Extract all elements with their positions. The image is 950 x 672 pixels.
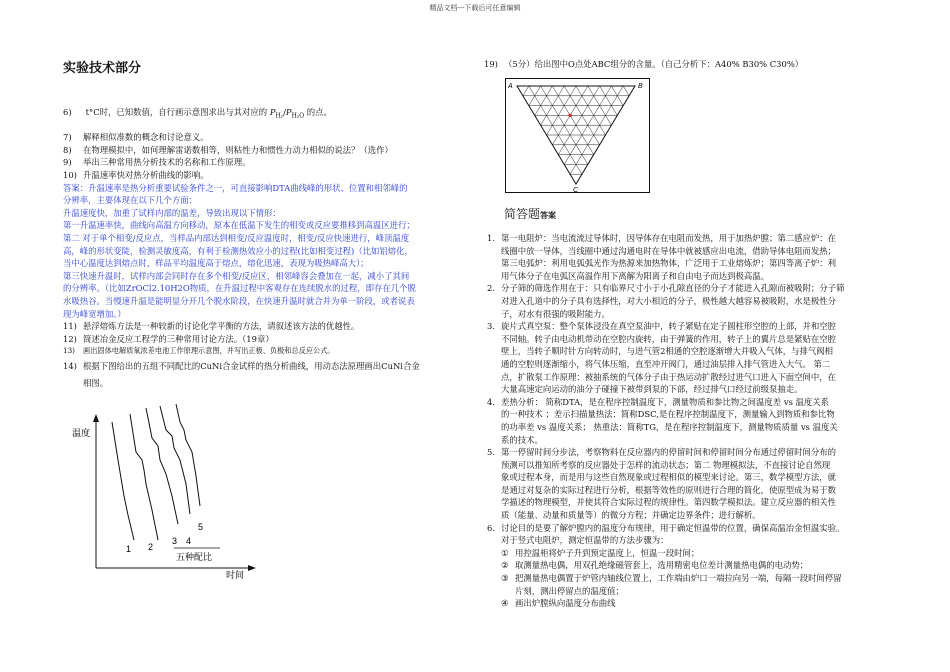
answer-line: 分子筛的筛选作用在于：只有临界尺寸小于小孔隙直径的分子才能进入孔隙而被吸附；分子筛 (501, 283, 845, 294)
question-8 (63, 144, 473, 157)
question-text: 画出固体电解质氧浓差电池工作原理示意图，并写出正极、负极和总反应公式。 (83, 346, 335, 356)
answer-line: 预测可以推知所考察的反应器处于怎样的流动状态；第二 物理模拟法，不直接讨论自然现 (501, 459, 831, 470)
answer-line: 第一升温速率快，曲线向高温方向移动，原本在低温下发生的相变或反应要推移到高温区进行； (63, 220, 415, 231)
answer-line: 点，扩散泵工作原理：被抽系统的气体分子由于热运动扩散经过进气口进入下面空间中，在 (501, 371, 836, 382)
answer-line: 第二 对于单个相变/反应点，当样品内部达到相变/反应温度时，相变/反应快速进行，峰顶温度 (63, 233, 410, 244)
formula-p-h2o (285, 107, 305, 120)
answer-line: 对于竖式电阻炉，测定恒温带的方法步骤为： (501, 535, 669, 546)
answer-line: 升温速度快，加重了试样内部的温差，导致出现以下情形： (63, 207, 281, 218)
formula-p-h2 (269, 107, 284, 120)
answer-text (501, 232, 897, 282)
question-number: 6) (63, 107, 72, 117)
answer-line: 当中心温度达到熔点时，样品平均温度高于熔点，熔化迅速，表现为吸热峰高大）； (63, 258, 369, 269)
ternary-diagram (505, 78, 650, 193)
answer-line: 的分辨率。（比如ZrOCl2.10H2O物质，在升温过程中客观存在连续脱水的过程，即存在几个脱 (63, 283, 416, 294)
y-axis-label: 温度 (72, 428, 91, 438)
answer-line: 壁上，当转子顺时针方向转动时，与进气管2相通的空腔逐渐增大并吸入气体，与排气阀相 (501, 346, 833, 357)
answer-text (501, 522, 897, 547)
curve-label-4: 4 (186, 536, 192, 546)
step-text (515, 572, 842, 597)
answer-line: 讨论目的是要了解炉膛内的温度分布规律，用于确定恒温带的位置，确保高温冶金恒温实验。 (501, 522, 845, 533)
answer-item (487, 320, 897, 396)
step-text (515, 559, 808, 572)
left-column (63, 106, 473, 389)
question-text: 在物理模拟中，如何理解雷诺数相等，则粘性力和惯性力动力相似的说法？（选作） (83, 144, 393, 155)
step-number: ③ (501, 573, 509, 584)
answer-line: 系的技术。 (501, 434, 543, 445)
x-axis-arrow (248, 565, 256, 571)
step-number: ② (501, 560, 509, 571)
formula-subscript: H₂O (291, 112, 305, 120)
step-line: 取测量热电偶，用双孔绝缘磁管套上，选用精密电位差计测量热电偶的电动势； (515, 560, 809, 571)
curve-label-3: 3 (172, 536, 178, 546)
question-14-cont: 相图。 (83, 377, 109, 388)
formula-symbol: P (269, 107, 276, 117)
answer-line: 质（能量、动量和质量等）的微分方程；并确定边界条件；进行解析。 (501, 510, 761, 521)
answer-line: 分辨率，主要体现在以下几个方面： (63, 195, 197, 206)
answer-line: 现为峰宽增加。） (63, 308, 126, 319)
step-line: 用控温柜将炉子升到预定温度上，恒温一段时间； (515, 547, 700, 558)
curve-4 (160, 406, 190, 514)
question-number: 7) (63, 132, 72, 143)
answer-item (487, 396, 897, 446)
answer-10 (63, 182, 473, 321)
question-text-end: 的点。 (306, 107, 332, 117)
curve-label-2: 2 (148, 542, 154, 552)
ratio-label: 五种配比 (176, 552, 213, 562)
answer-line: 旋片式真空泵：整个泵体浸没在真空泵油中，转子紧贴在定子圆柱形空腔的上部，并和空腔 (501, 321, 836, 332)
answer-line: 对进入孔道中的分子具有选择性，对大小相近的分子，极性越大越容易被吸附，水是极性分 (501, 295, 836, 306)
answer-line: 大量高速定向运动的油分子碰撞下被带到泵的下部，经过排气口经过前级泵抽走。 (501, 384, 803, 395)
curve-5 (176, 404, 200, 506)
answer-line: 线圈中放一导体，当线圈中通过沟通电时在导体中就被感应出电流，借助导体电阻而发热； (501, 245, 836, 256)
answer-item (487, 446, 897, 522)
question-text: t°C时，已知数值，自行画示意图求出与其对应的 (85, 107, 268, 117)
question-number: 9) (63, 157, 72, 168)
question-12 (63, 333, 473, 346)
answer-line: 第三快速升温时，试样内部会同时存在多个相变/反应区，相邻峰容会叠加在一起，减小了其间 (63, 270, 410, 281)
answer-number: 4. (487, 396, 495, 407)
question-text: 升温速率快对热分析曲线的影响。 (83, 170, 209, 181)
step-text (515, 597, 616, 610)
question-text: 悬浮熔炼方法是一种较新的讨论化学平衡的方法，请叙述该方法的优越性。 (83, 321, 360, 332)
question-number: 13) (63, 346, 75, 356)
vertex-c-label: C (573, 187, 579, 193)
question-text: 举出三种常用热分析技术的名称和工作原理。 (83, 157, 251, 168)
curve-1 (112, 422, 134, 540)
question-19 (484, 58, 894, 71)
answer-line: 学描述的物理模型，并使其符合实际过程的规律性。第四数学模拟法。建立反应器的相关性 (501, 497, 836, 508)
answer-number: 3. (487, 321, 495, 332)
answer-line: 子，对水有很强的吸附能力。 (501, 308, 610, 319)
question-13 (63, 345, 473, 358)
step-number: ④ (501, 598, 509, 609)
step-line: 把测量热电偶置于炉管内轴线位置上，工作端由炉口一端拉向另一端，每隔一段时间停留 (515, 573, 842, 584)
vertex-b-label: B (638, 83, 643, 90)
curve-2 (130, 414, 158, 540)
formula-symbol: P (285, 107, 292, 117)
answer-item (487, 282, 897, 320)
answer-number: 2. (487, 283, 495, 294)
answer-line: 用气体分子在电弧区高温作用下离解为阳离子和自由电子而达到极高温。 (501, 270, 769, 281)
question-number: 14) (63, 360, 77, 371)
x-axis-label: 时间 (226, 570, 245, 580)
answer-line: 通的空腔则逐渐缩小，将气体压缩，直至冲开阀门，通过油层排入排气管进入大气。 第二 (501, 358, 831, 369)
question-text: 根据下图给出的五组不同配比的CuNi合金试样的热分析曲线，用动态法原理画出CuNi合金 (83, 360, 420, 371)
answer-text (501, 396, 897, 446)
short-answer-title: 简答题 (504, 207, 541, 221)
question-text: （5分）给出图中O点处ABC组分的含量。（自己分析下：A40% B30% C30%） (504, 59, 804, 69)
question-number: 19) (484, 59, 498, 69)
question-text: 解释相似准数的概念和讨论意义。 (83, 132, 209, 143)
step-line: 片刻，测出停留点的温度值； (515, 585, 624, 596)
question-number: 11) (63, 321, 77, 332)
formula-subscript: H₂ (275, 112, 284, 120)
short-answer-heading (504, 208, 556, 223)
cooling-curve-figure (60, 400, 260, 580)
answer-line: 的功率差 vs 温度关系； 热重法：简称TG，是在程序控制温度下，测量物质质量 vs 温度关 (501, 421, 838, 432)
curve-label-5: 5 (198, 522, 204, 532)
answer-line: 的一种技术 ；差示扫描量热法：简称DSC,是在程序控制温度下，测量输入到物质和参比物 (501, 409, 835, 420)
step-item (487, 559, 897, 572)
answer-list (487, 232, 897, 610)
question-number: 10) (63, 170, 77, 181)
answer-number: 1. (487, 233, 495, 243)
answer-number: 5. (487, 447, 495, 458)
step-number: ① (501, 547, 509, 558)
answer-line: 第三电弧炉：利用电弧弧光作为热源来加热物体，广泛用于工业熔炼炉；第四等离子炉：利 (501, 258, 836, 269)
question-6: 6) t°C时，已知数值，自行画示意图求出与其对应的 $P_{H_2}/P_{H_2O}$ 的点。 (63, 107, 332, 120)
answer-text (501, 320, 897, 396)
question-9 (63, 156, 473, 169)
question-11 (63, 320, 473, 333)
point-o (569, 114, 572, 117)
curve-label-1: 1 (126, 544, 132, 554)
answer-line: 差热分析： 简称DTA，是在程序控制温度下，测量物质和参比物之间温度差 vs 温度关系 (501, 396, 830, 407)
y-axis-arrow (93, 414, 99, 422)
answer-line: 不同轴。转子由电动机带动在空腔内旋转，由于弹簧的作用，转子上的翼片总是紧贴在空腔 (501, 333, 836, 344)
question-number: 12) (63, 333, 77, 344)
step-item (487, 547, 897, 560)
question-10 (63, 169, 473, 182)
step-item (487, 597, 897, 610)
question-number: 8) (63, 144, 72, 155)
answer-text (501, 446, 897, 522)
answer-line: 答案：升温速率是热分析重要试验条件之一，可直接影响DTA曲线峰的形状、位置和相邻峰的 (63, 182, 408, 193)
answer-line: 高，峰的形状变陡，检测灵敏度高，有利于检测热效应小的过程(比如相变过程)（比如铝熔化， (63, 245, 413, 256)
question-text: 简述冶金反应工程学的三种常用讨论方法。（19章） (83, 333, 274, 344)
question-7 (63, 131, 473, 144)
answer-line: 象或过程本身，而是用与这些自然现象或过程相似的模型来讨论。第三，数学模型方法，就 (501, 472, 836, 483)
answer-line: 第一电阻炉：当电流流过导体时，因导体存在电阻而发热，用于加热炉膛；第二感应炉：在 (501, 233, 836, 243)
vertex-a-label: A (508, 83, 513, 90)
answer-item (487, 522, 897, 547)
step-line: 画出炉膛纵向温度分布曲线 (515, 598, 616, 609)
section-title: 实验技术部分 (63, 60, 142, 75)
page-banner: 精品文档---下载后可任意编辑 (429, 4, 521, 12)
short-answer-subtitle: 答案 (540, 211, 557, 220)
step-item (487, 572, 897, 597)
answer-item (487, 232, 897, 282)
answer-text (501, 282, 897, 320)
answer-line: 第一停留时间分步法，考察物料在反应器内的停留时间和停留时间分布通过停留时间分布的 (501, 447, 836, 458)
answer-line: 水吸热谷。当慢速升温是能明显分开几个脱水阶段，在快速升温时就合并为单一阶段，或者说表 (63, 295, 415, 306)
step-text (515, 547, 699, 560)
question-14 (63, 360, 473, 373)
answer-number: 6. (487, 522, 495, 533)
answer-line: 是通过对复杂的实际过程进行分析，根据等效性的原则进行合理的简化，使原型成为易于数 (501, 484, 836, 495)
